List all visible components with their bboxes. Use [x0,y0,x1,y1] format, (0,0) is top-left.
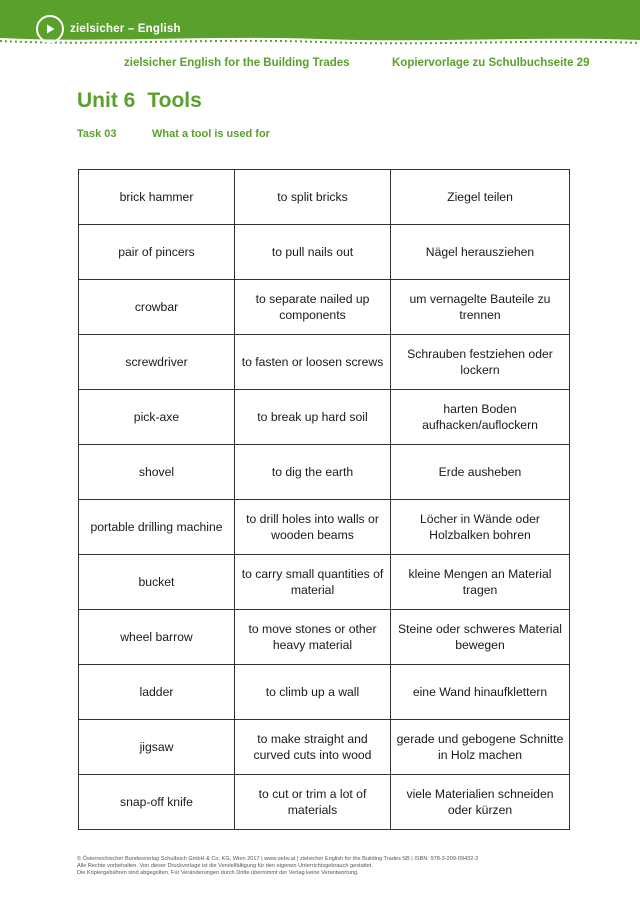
use-cell: to move stones or other heavy material [235,610,391,665]
translation-cell: kleine Mengen an Material tragen [391,555,570,610]
table-row [79,665,570,720]
tool-cell: shovel [79,445,235,500]
table-row [79,555,570,610]
translation-cell: Erde ausheben [391,445,570,500]
play-icon [36,15,64,43]
table-row [79,500,570,555]
brand [36,14,181,44]
use-cell: to split bricks [235,170,391,225]
tool-cell: snap-off knife [79,775,235,830]
use-cell: to drill holes into walls or wooden beams [235,500,391,555]
table-row [79,280,570,335]
use-cell: to fasten or loosen screws [235,335,391,390]
tool-cell: wheel barrow [79,610,235,665]
table-row [79,775,570,830]
use-cell: to dig the earth [235,445,391,500]
tool-cell: portable drilling machine [79,500,235,555]
unit-topic: Tools [147,89,202,112]
use-cell: to make straight and curved cuts into wood [235,720,391,775]
footer-line: Die Kopiergebühren sind abgegolten. Für Veränderungen durch Dritte übernimmt der Verlag keine Verantwortung. [77,870,359,876]
use-cell: to cut or trim a lot of materials [235,775,391,830]
tool-cell: pick-axe [79,390,235,445]
unit-title [77,89,202,113]
tool-cell: jigsaw [79,720,235,775]
brand-name: zielsicher – English [70,23,181,35]
page-reference: Kopiervorlage zu Schulbuchseite 29 [392,57,590,69]
unit-label: Unit 6 [77,89,136,112]
tool-cell: pair of pincers [79,225,235,280]
use-cell: to climb up a wall [235,665,391,720]
use-cell: to pull nails out [235,225,391,280]
table-row [79,720,570,775]
tool-cell: brick hammer [79,170,235,225]
task-number: Task 03 [77,128,117,140]
use-cell: to break up hard soil [235,390,391,445]
use-cell: to separate nailed up components [235,280,391,335]
translation-cell: um vernagelte Bauteile zu trennen [391,280,570,335]
translation-cell: harten Boden aufhacken/auflockern [391,390,570,445]
footer-line: © Österreichischer Bundesverlag Schulbuch GmbH & Co. KG, Wien 2017 | www.oebv.at | zielsicher English for the Building Trades SB | ISBN: 978-3-209-09432-2 [77,856,479,862]
translation-cell: viele Materialien schneiden oder kürzen [391,775,570,830]
translation-cell: gerade und gebogene Schnitte in Holz machen [391,720,570,775]
table-row [79,170,570,225]
translation-cell: Löcher in Wände oder Holzbalken bohren [391,500,570,555]
tool-cell: ladder [79,665,235,720]
header-banner [0,0,640,46]
tools-table [78,169,570,830]
tools-table-body [79,170,570,830]
tool-cell: screwdriver [79,335,235,390]
book-title: zielsicher English for the Building Trades [124,57,350,69]
footer-line: Alle Rechte vorbehalten. Von dieser Druckvorlage ist die Vervielfältigung für den eigenen Unterrichtsgebrauch gestattet. [77,863,374,869]
translation-cell: Nägel herausziehen [391,225,570,280]
table-row [79,335,570,390]
copyright-footer [77,856,577,877]
table-row [79,445,570,500]
translation-cell: eine Wand hinaufklettern [391,665,570,720]
use-cell: to carry small quantities of material [235,555,391,610]
tool-cell: bucket [79,555,235,610]
translation-cell: Steine oder schweres Material bewegen [391,610,570,665]
table-row [79,390,570,445]
table-row [79,225,570,280]
tool-cell: crowbar [79,280,235,335]
translation-cell: Schrauben festziehen oder lockern [391,335,570,390]
table-row [79,610,570,665]
task-title: What a tool is used for [152,128,270,140]
translation-cell: Ziegel teilen [391,170,570,225]
